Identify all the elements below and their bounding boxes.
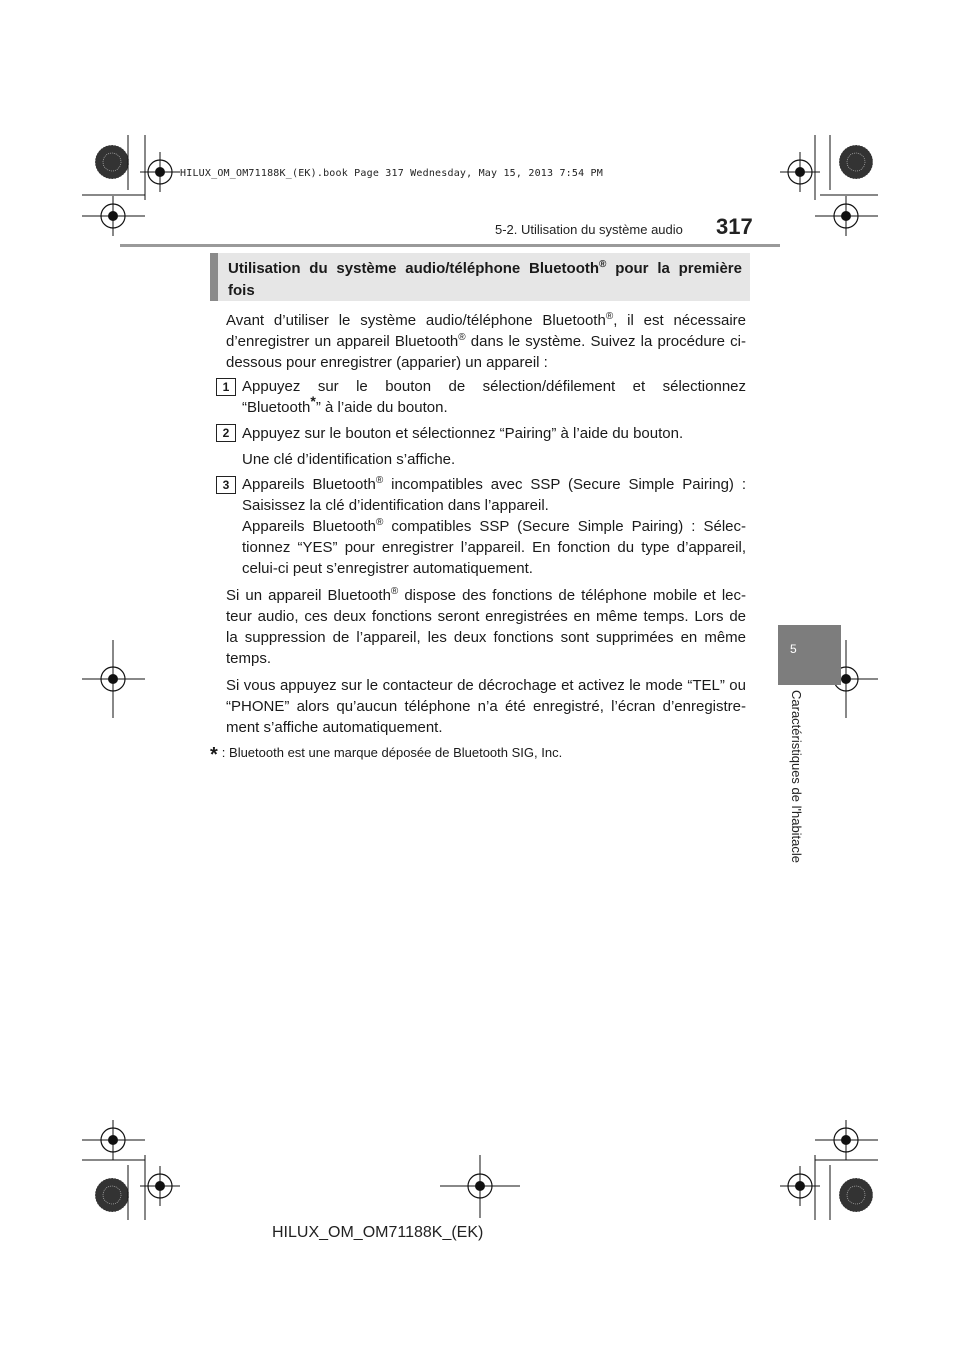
intro-paragraph: Avant d’utiliser le système audio/téléphone Bluetooth®, il est nécessaire d’enregistrer un appareil Bluetooth® dans le système. Suivez la procédure ci- dessous pour enregistrer (apparier) un appareil :: [226, 311, 746, 371]
paragraph-dual-function: Si un appareil Bluetooth® dispose des fonctions de téléphone mobile et lec- teur audio, ces deux fonctions seront enregistrées en même temps. Lors de la suppression de l’appareil, les deux fonctions sont supprimées en même temps.: [226, 586, 746, 667]
page-number: 317: [716, 214, 753, 239]
heading-line-2: fois: [228, 282, 255, 299]
footer-code: HILUX_OM_OM71188K_(EK): [272, 1224, 484, 1241]
section-heading: [210, 253, 750, 301]
chapter-tab: [778, 625, 841, 685]
section-title: 5-2. Utilisation du système audio: [495, 222, 683, 237]
chapter-number: 5: [790, 642, 797, 656]
chapter-title: Caractéristiques de l'habitacle: [789, 690, 804, 864]
step-2-text: Appuyez sur le bouton et sélectionnez “Pairing” à l’aide du bouton. Une clé d’identification s’affiche.: [242, 425, 684, 468]
step-3-text: Appareils Bluetooth® incompatibles avec SSP (Secure Simple Pairing) : Saisissez la clé d’identification dans l’appareil. Appareils Bluetooth® compatibles SSP (Secure Simple Pairing) : Sélec- tionnez “YES” pour enregistrer l’appareil. En fonction du type d’appareil, celui-ci peut s’enregistrer automatiquement.: [242, 475, 747, 577]
heading-line-1: Utilisation du système audio/téléphone Bluetooth® pour la première: [228, 259, 742, 277]
footnote: [210, 744, 562, 767]
step-number-2: 2: [216, 424, 236, 442]
footnote-marker: *: [210, 744, 218, 766]
step-number-3: 3: [216, 476, 236, 494]
header-rule: [120, 244, 780, 247]
book-info-line: HILUX_OM_OM71188K_(EK).book Page 317 Wednesday, May 15, 2013 7:54 PM: [180, 168, 603, 179]
paragraph-tel-mode: Si vous appuyez sur le contacteur de décrochage et activez le mode “TEL” ou “PHONE” alors qu’aucun téléphone n’a été enregistré, l’écran d’enregistre- ment s’affiche automatiquement.: [226, 677, 746, 736]
step-number-1: 1: [216, 378, 236, 396]
step-1-text: Appuyez sur le bouton de sélection/défilement et sélectionnez “Bluetooth*” à l’aide du bouton.: [242, 378, 746, 416]
footnote-text: : Bluetooth est une marque déposée de Bluetooth SIG, Inc.: [221, 745, 563, 760]
